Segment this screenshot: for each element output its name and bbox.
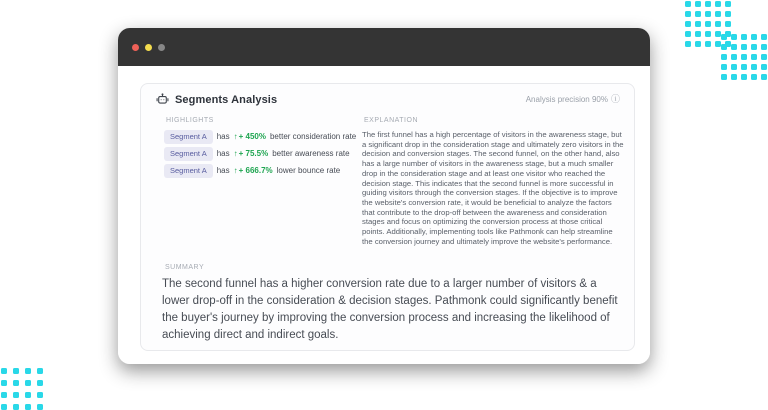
decor-dot xyxy=(37,380,43,386)
decor-dot xyxy=(725,21,731,27)
decor-dot xyxy=(1,392,7,398)
decor-dot xyxy=(721,44,727,50)
traffic-light-minimize-button[interactable] xyxy=(145,44,152,51)
decor-dot xyxy=(705,1,711,7)
decor-dot xyxy=(715,21,721,27)
decor-dot xyxy=(721,34,727,40)
decor-dot xyxy=(761,44,767,50)
decor-dot xyxy=(761,64,767,70)
decor-dot xyxy=(721,74,727,80)
decor-dot xyxy=(695,31,701,37)
decor-dot xyxy=(761,34,767,40)
highlight-text: lower bounce rate xyxy=(276,166,341,176)
decor-dot xyxy=(695,41,701,47)
decor-dot xyxy=(705,31,711,37)
decor-dot xyxy=(725,11,731,17)
decor-dot xyxy=(1,380,7,386)
decor-dot xyxy=(761,54,767,60)
up-arrow-icon: ↑ xyxy=(233,166,238,176)
traffic-light-close-button[interactable] xyxy=(132,44,139,51)
browser-window xyxy=(118,28,650,364)
card-header xyxy=(141,84,634,106)
up-arrow-icon: ↑ xyxy=(233,132,238,142)
page-title: Segments Analysis xyxy=(175,93,278,106)
explanation-section xyxy=(362,117,624,246)
decor-dot xyxy=(705,41,711,47)
decor-dot xyxy=(13,380,19,386)
decor-dot xyxy=(1,404,7,410)
decor-dot-grid-top-right-lower xyxy=(721,34,767,80)
decor-dot xyxy=(705,21,711,27)
segments-analysis-card xyxy=(140,83,635,351)
decor-dot xyxy=(751,34,757,40)
decor-dot xyxy=(695,21,701,27)
decor-dot xyxy=(25,380,31,386)
highlight-row xyxy=(164,147,349,161)
decor-dot xyxy=(751,64,757,70)
decor-dot xyxy=(25,392,31,398)
decor-dot xyxy=(685,1,691,7)
highlight-row xyxy=(164,164,349,178)
decor-dot xyxy=(741,64,747,70)
window-titlebar xyxy=(118,28,650,66)
highlight-prefix: has xyxy=(216,166,230,176)
decor-dot xyxy=(13,368,19,374)
highlight-delta xyxy=(234,132,266,141)
highlight-prefix: has xyxy=(216,149,230,159)
delta-value: + 75.5% xyxy=(238,149,269,159)
decor-dot xyxy=(731,74,737,80)
summary-label: SUMMARY xyxy=(165,264,205,271)
highlight-row xyxy=(164,130,357,144)
decor-dot xyxy=(685,11,691,17)
decor-dot xyxy=(13,404,19,410)
summary-section xyxy=(162,264,622,344)
segment-badge: Segment A xyxy=(164,147,213,161)
decor-dot xyxy=(37,404,43,410)
highlights-section xyxy=(164,117,357,246)
delta-value: + 450% xyxy=(238,132,266,142)
highlight-delta xyxy=(234,166,273,175)
decor-dot xyxy=(1,368,7,374)
segment-badge: Segment A xyxy=(164,130,213,144)
decor-dot xyxy=(741,34,747,40)
info-icon[interactable]: ⓘ xyxy=(610,94,620,104)
decor-dot xyxy=(25,404,31,410)
decor-dot xyxy=(751,54,757,60)
up-arrow-icon: ↑ xyxy=(233,149,238,159)
analysis-precision-label: Analysis precision 90% xyxy=(525,95,608,104)
card-columns xyxy=(141,117,634,246)
decor-dot xyxy=(685,31,691,37)
decor-dot xyxy=(731,64,737,70)
decor-dot xyxy=(741,54,747,60)
decor-dot xyxy=(25,368,31,374)
delta-value: + 666.7% xyxy=(238,166,273,176)
decor-dot xyxy=(685,21,691,27)
highlight-delta xyxy=(234,149,269,158)
summary-text: The second funnel has a higher conversion rate due to a larger number of visitors & a lower drop-off in the consideration & decision stages. Pathmonk could significantly benefit the buyer's journey by improving the conversion process and increasing the likelihood of achieving direct and indirect goals. xyxy=(162,278,618,341)
decor-dot xyxy=(741,44,747,50)
decor-dot xyxy=(751,74,757,80)
decor-dot xyxy=(741,74,747,80)
decor-dot xyxy=(761,74,767,80)
decor-dot xyxy=(725,1,731,7)
decor-dot xyxy=(37,392,43,398)
decor-dot xyxy=(695,1,701,7)
decor-dot xyxy=(685,41,691,47)
highlight-text: better consideration rate xyxy=(269,132,357,142)
decor-dot xyxy=(705,11,711,17)
segment-badge: Segment A xyxy=(164,164,213,178)
decor-dot xyxy=(695,11,701,17)
decor-dot xyxy=(715,1,721,7)
window-content xyxy=(118,66,650,364)
decor-dot xyxy=(731,54,737,60)
highlight-text: better awareness rate xyxy=(272,149,350,159)
decor-dot xyxy=(37,368,43,374)
decor-dot xyxy=(715,11,721,17)
decor-dot xyxy=(731,34,737,40)
robot-icon xyxy=(156,93,169,106)
decor-dot-grid-bottom-left xyxy=(1,368,43,410)
highlights-label: HIGHLIGHTS xyxy=(166,117,214,124)
decor-dot xyxy=(721,64,727,70)
explanation-label: EXPLANATION xyxy=(364,117,418,124)
highlight-prefix: has xyxy=(216,132,230,142)
card-title xyxy=(156,93,277,106)
decor-dot xyxy=(731,44,737,50)
explanation-text: The first funnel has a high percentage of visitors in the awareness stage, but a significant drop in the consideration stage and ultimately zero visitors in the decision and conversion stages. The second funnel, on the other hand, also has a large number of visitors in the awareness stage, but a much smaller drop in the consideration stage and at least one visitor who reached the decision stage. This indicates that the second funnel is more successful in guiding visitors through the conversion stages. If the objective is to improve the website's conversion rate, it would be beneficial to analyze the factors that contribute to the drop-off between the awareness and consideration stages and focus on optimizing the conversion process at those critical points. Additionally, implementing tools like Pathmonk can help streamline the conversion journey and ultimately improve the website's performance. xyxy=(362,130,624,246)
decor-dot xyxy=(13,392,19,398)
analysis-precision xyxy=(526,95,620,104)
decor-dot xyxy=(721,54,727,60)
traffic-light-zoom-button[interactable] xyxy=(158,44,165,51)
decor-dot xyxy=(751,44,757,50)
